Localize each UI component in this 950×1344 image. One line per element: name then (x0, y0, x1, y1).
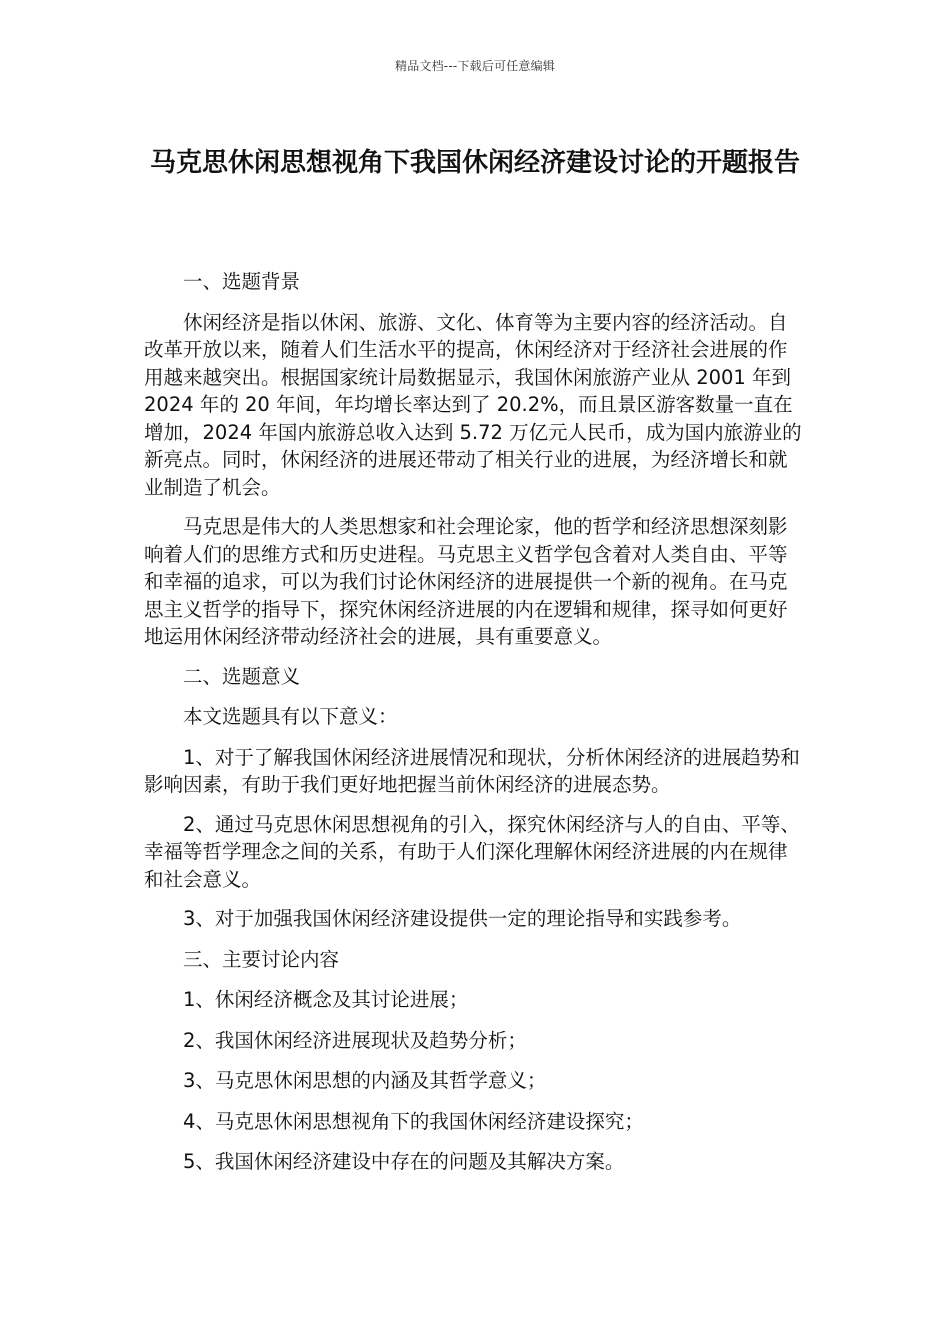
document-title: 马克思休闲思想视角下我国休闲经济建设讨论的开题报告 (149, 148, 800, 178)
content-item-1: 1、休闲经济概念及其讨论进展； (183, 988, 469, 1011)
content-item-4: 4、马克思休闲思想视角下的我国休闲经济建设探究； (183, 1109, 644, 1133)
content-item-2: 2、我国休闲经济进展现状及趋势分析； (183, 1028, 527, 1052)
paragraph-background-1: 休闲经济是指以休闲、旅游、文化、体育等为主要内容的经济活动。自改革开放以来，随着人们生活水平的提高，休闲经济对于经济社会进展的作用越来越突出。根据国家统计局数据显示，我国休闲旅游产业从 2001 年到 2024 年的 20 年间，年均增长率达到了 20.2%，而且景区游客数量一直在增加，2024 年国内旅游总收入达到 5.72 万亿元人民币，成为国内旅游业的新亮点。同时，休闲经济的进展还带动了相关行业的进展，为经济增长和就业制造了机会。 (144, 310, 802, 499)
content-item-5: 5、我国休闲经济建设中存在的问题及其解决方案。 (183, 1150, 625, 1173)
significance-item-3: 3、对于加强我国休闲经济建设提供一定的理论指导和实践参考。 (183, 907, 742, 930)
content-item-3: 3、马克思休闲思想的内涵及其哲学意义； (183, 1069, 547, 1092)
section-heading-content: 三、主要讨论内容 (183, 947, 340, 971)
significance-item-2: 2、通过马克思休闲思想视角的引入，探究休闲经济与人的自由、平等、幸福等哲学理念之间的关系，有助于人们深化理解休闲经济进展的内在规律和社会意义。 (144, 812, 800, 891)
section-heading-background: 一、选题背景 (183, 270, 301, 293)
paragraph-background-2: 马克思是伟大的人类思想家和社会理论家，他的哲学和经济思想深刻影响着人们的思维方式和历史进程。马克思主义哲学包含着对人类自由、平等和幸福的追求，可以为我们讨论休闲经济的进展提供一个新的视角。在马克思主义哲学的指导下，探究休闲经济进展的内在逻辑和规律，探寻如何更好地运用休闲经济带动经济社会的进展，具有重要意义。 (144, 515, 788, 648)
section-heading-significance: 二、选题意义 (183, 664, 301, 688)
significance-item-1: 1、对于了解我国休闲经济进展情况和现状，分析休闲经济的进展趋势和影响因素，有助于我们更好地把握当前休闲经济的进展态势。 (144, 745, 800, 796)
document-body (144, 268, 806, 1189)
header-note: 精品文档---下载后可任意编辑 (395, 59, 555, 73)
paragraph-significance-intro: 本文选题具有以下意义： (183, 705, 398, 728)
